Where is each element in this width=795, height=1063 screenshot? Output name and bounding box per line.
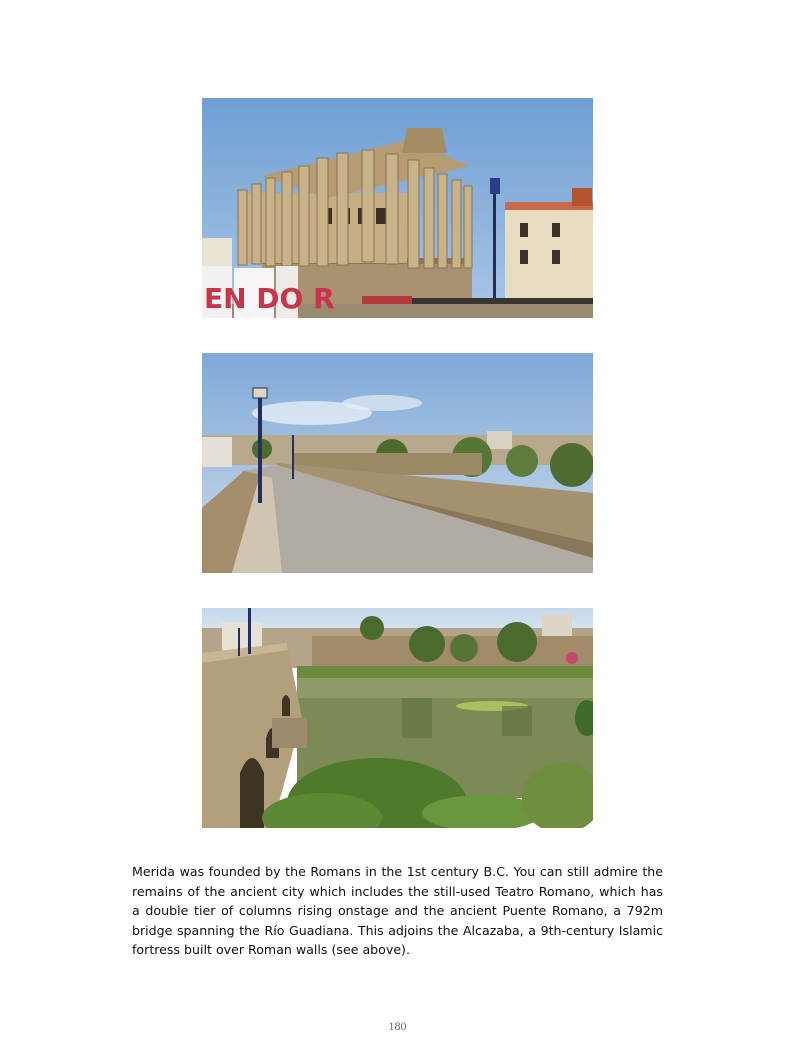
page-caption: Merida was founded by the Romans in the 1st century B.C. You can still admire the remains of the ancient city which includes the still-used Teatro Romano, which has a double tier of columns rising onstage and the ancient Puente Romano, a 792m bridge spanning the Río Guadiana. This adjoins the Alcazaba, a 9th-century Islamic fortress built over Roman walls (see above). — [132, 864, 663, 957]
puente-romano-deck-photo — [202, 353, 593, 573]
page-number: 180 — [388, 1019, 407, 1033]
puente-romano-river-photo — [202, 608, 593, 828]
temple-of-diana-photo — [202, 98, 593, 318]
sign-letters: EN DO R — [204, 282, 335, 315]
